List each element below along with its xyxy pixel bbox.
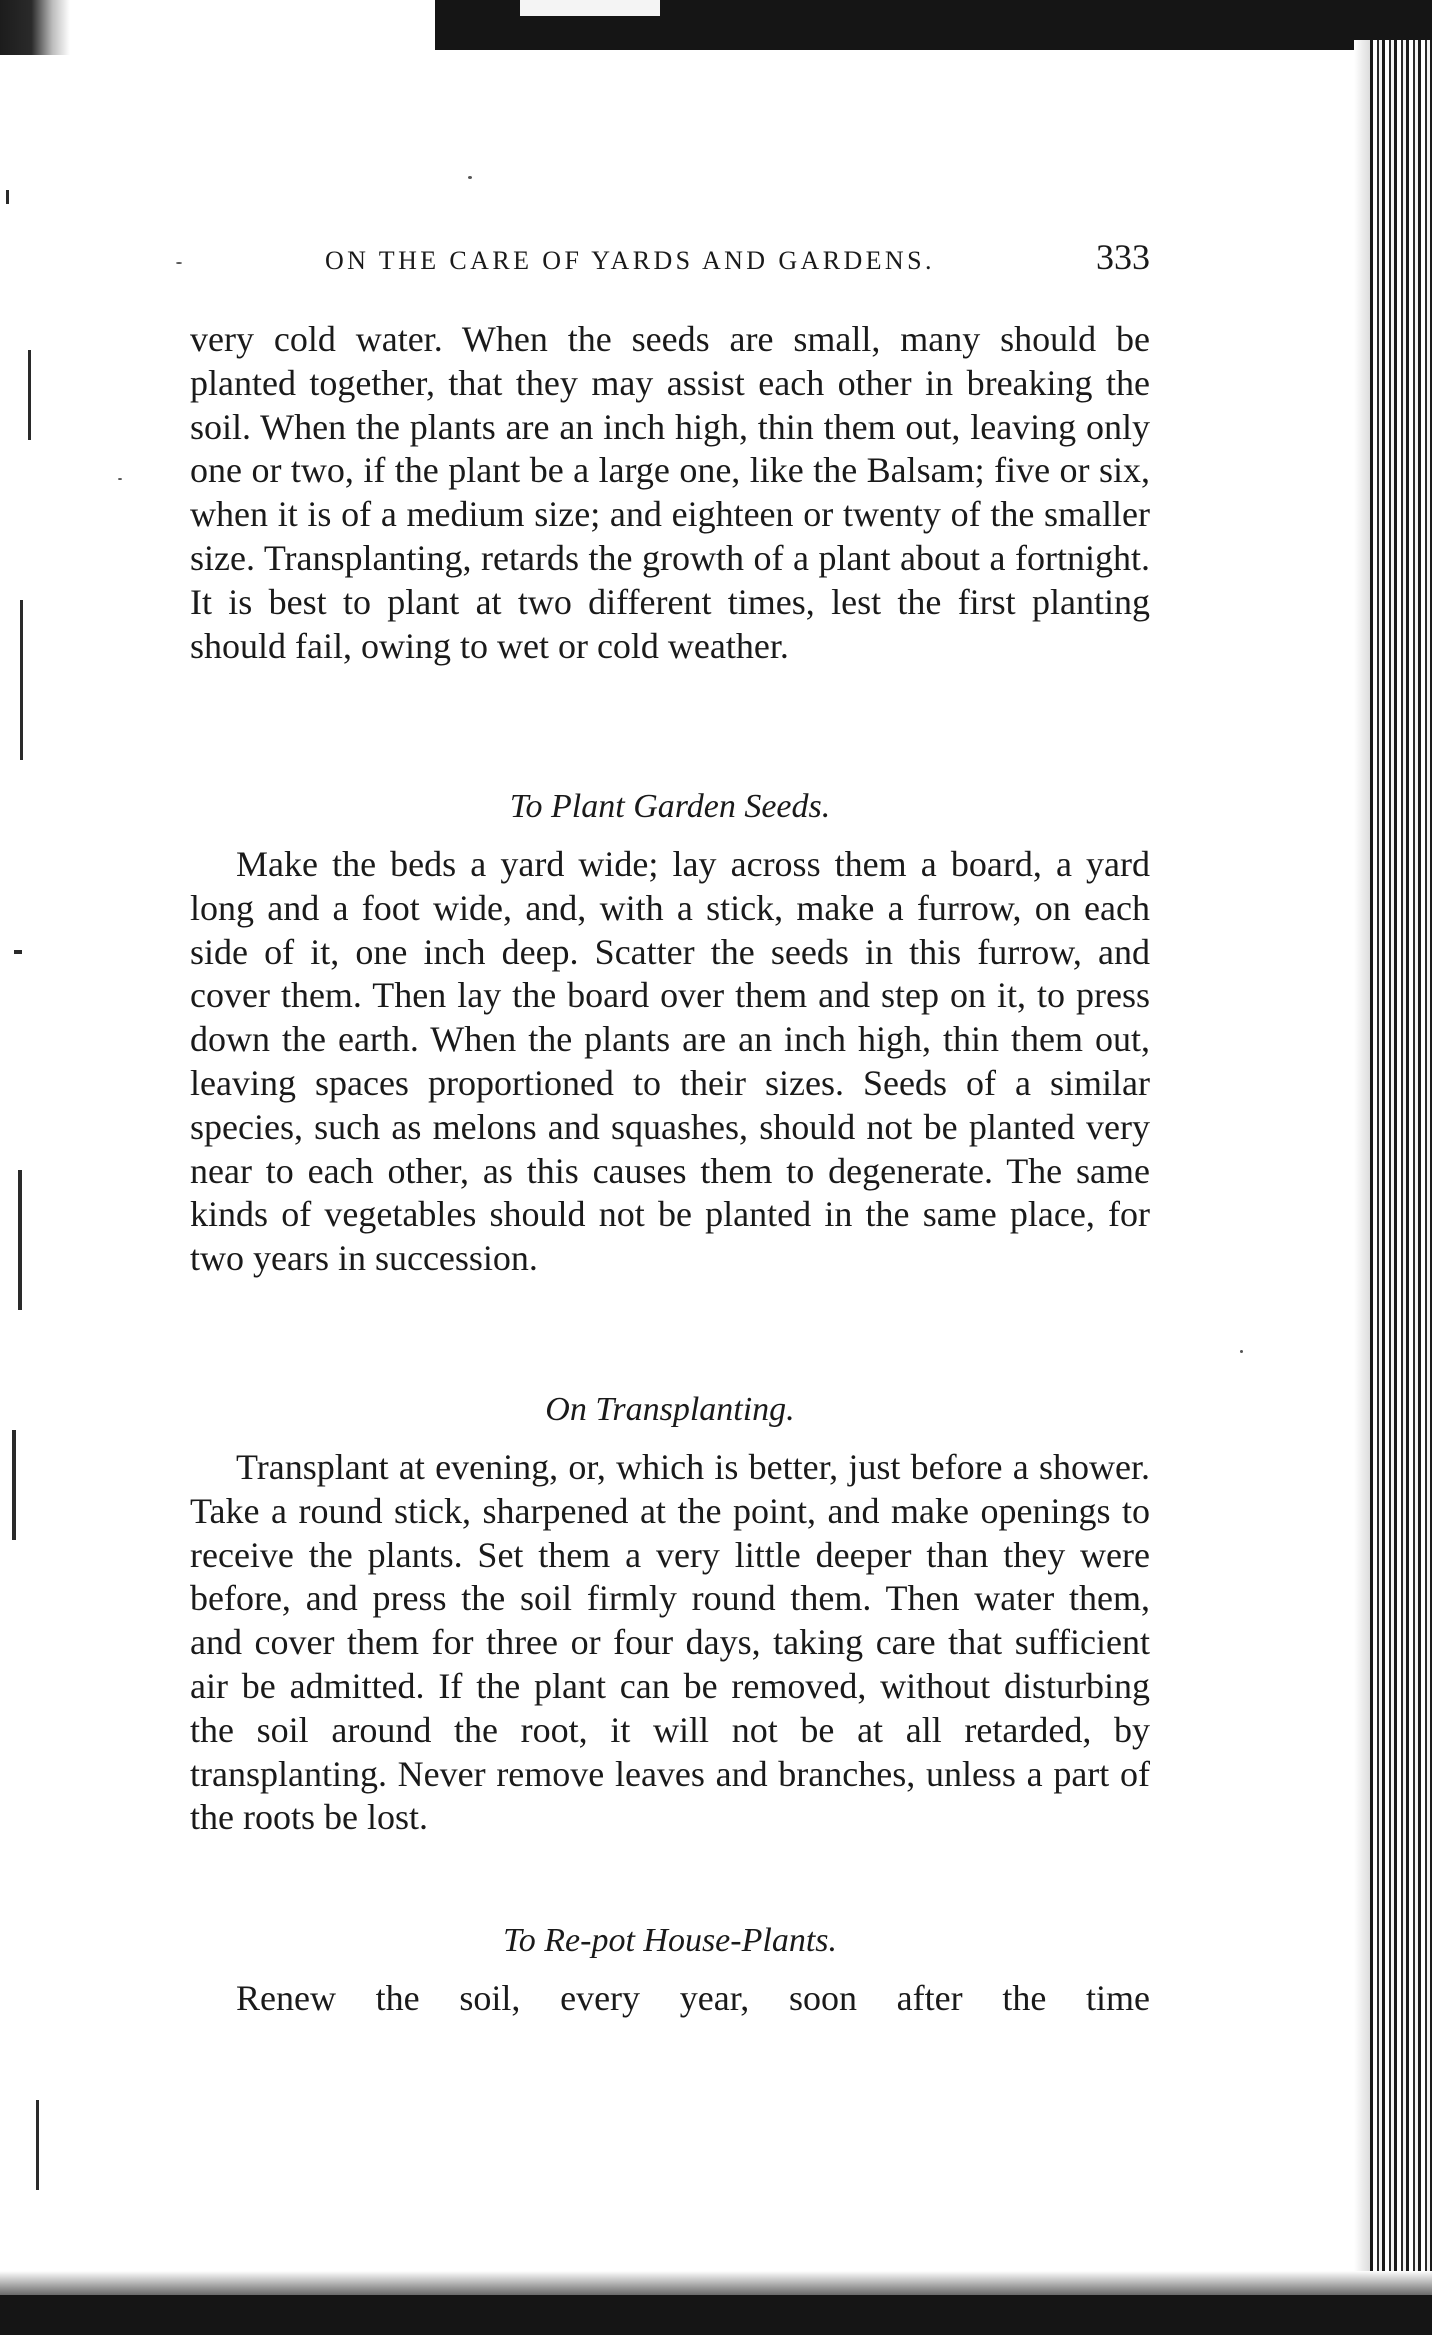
running-title: ON THE CARE OF YARDS AND GARDENS.	[325, 246, 935, 275]
paragraph-continued	[190, 318, 1150, 668]
paragraph-text: Make the beds a yard wide; lay across them a board, a yard long and a foot wide, and, with a stick, make a furrow, on each side of it, one inch deep. Scatter the seeds in this furrow, and cover them. Then lay the board over them and step on it, to press down the earth. When the plants are an inch high, thin them out, leaving spaces proportioned to their sizes. Seeds of a similar species, such as melons and squashes, should not be planted very near to each other, as this causes them to degenerate. The same kinds of vegetables should not be planted in the same place, for two years in succession.	[190, 844, 1150, 1279]
page-number: 333	[1096, 237, 1150, 277]
scan-speck	[118, 478, 122, 480]
scan-bottom-shadow	[0, 2271, 1432, 2295]
running-head	[190, 236, 1150, 282]
scan-speck	[176, 262, 182, 264]
paragraph-repot-house-plants	[190, 1977, 1150, 2021]
paragraph-text: Renew the soil, every year, soon after the time	[236, 1978, 1150, 2018]
scan-page-edges	[1370, 40, 1432, 2335]
paragraph-text: very cold water. When the seeds are small, many should be planted together, that they may assist each other in breaking the soil. When the plants are an inch high, thin them out, leaving only one or two, if the plant be a large one, like the Balsam; five or six, when it is of a medium size; and eighteen or twenty of the smaller size. Transplanting, retards the growth of a plant about a fortnight. It is best to plant at two different times, lest the first planting should fail, owing to wet or cold weather.	[190, 319, 1150, 666]
scan-speck	[1240, 1350, 1243, 1353]
scan-left-gutter	[0, 0, 90, 2335]
heading-repot-house-plants: To Re-pot House-Plants.	[502, 1922, 837, 1959]
heading-plant-garden-seeds: To Plant Garden Seeds.	[509, 788, 831, 825]
scan-speck	[468, 176, 472, 179]
scan-binding-shadow	[1354, 40, 1370, 2335]
paragraph-transplanting	[190, 1446, 1150, 1840]
heading-transplanting: On Transplanting.	[545, 1391, 795, 1428]
paragraph-plant-garden-seeds	[190, 843, 1150, 1281]
scan-top-notch	[520, 0, 660, 16]
scan-bottom-border	[0, 2295, 1432, 2335]
paragraph-text: Transplant at evening, or, which is better, just before a shower. Take a round stick, sharpened at the point, and make openings to receive the plants. Set them a very little deeper than they were before, and press the soil firmly round them. Then water them, and cover them for three or four days, taking care that sufficient air be admitted. If the plant can be removed, without disturbing the soil around the root, it will not be at all retarded, by transplanting. Never remove leaves and branches, unless a part of the roots be lost.	[190, 1447, 1150, 1838]
